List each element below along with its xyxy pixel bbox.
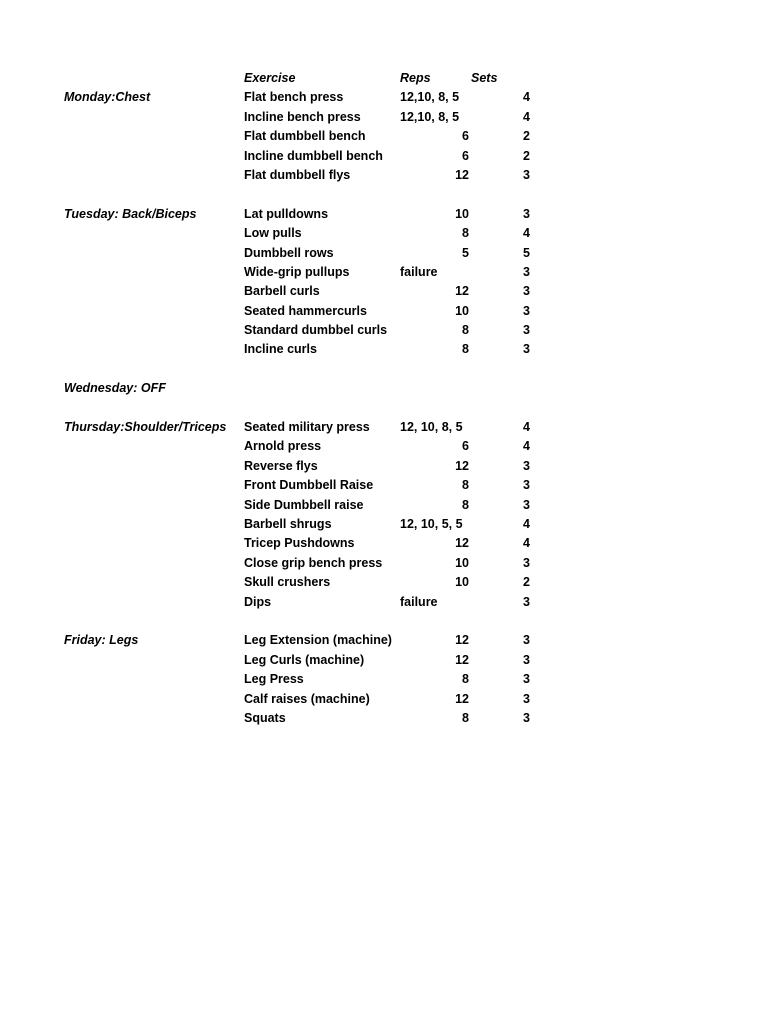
sets-value: 3	[523, 284, 530, 299]
header-row	[0, 69, 768, 88]
table-row	[0, 457, 768, 476]
day-label: Thursday:Shoulder/Triceps	[64, 420, 227, 435]
exercise-name: Tricep Pushdowns	[244, 536, 355, 551]
blank-row	[0, 399, 768, 418]
reps-value: 12	[455, 284, 469, 299]
table-row	[0, 282, 768, 301]
exercise-name: Seated military press	[244, 420, 370, 435]
sets-value: 2	[523, 148, 530, 163]
exercise-name: Leg Press	[244, 672, 304, 687]
table-row	[0, 651, 768, 670]
reps-value: 8	[462, 226, 469, 241]
reps-value: 12	[455, 691, 469, 706]
table-row	[0, 476, 768, 495]
blank-row	[0, 185, 768, 204]
schedule-body	[0, 88, 768, 728]
exercise-name: Close grip bench press	[244, 555, 383, 570]
table-row	[0, 534, 768, 553]
sets-column-header: Sets	[471, 71, 498, 85]
exercise-name: Flat dumbbell flys	[244, 167, 351, 182]
reps-value: 6	[462, 129, 469, 144]
reps-value: 12	[455, 652, 469, 667]
reps-value: 12, 10, 8, 5	[400, 420, 463, 435]
table-row	[0, 690, 768, 709]
exercise-name: Wide-grip pullups	[244, 264, 350, 279]
reps-value: failure	[400, 264, 438, 279]
blank-row	[0, 612, 768, 631]
table-row	[0, 709, 768, 728]
sets-value: 5	[523, 245, 530, 260]
sets-value: 4	[523, 109, 530, 124]
sets-value: 3	[523, 167, 530, 182]
reps-value: 12,10, 8, 5	[400, 109, 460, 124]
day-label: Friday: Legs	[64, 633, 139, 648]
table-row	[0, 205, 768, 224]
exercise-name: Incline dumbbell bench	[244, 148, 383, 163]
table-row	[0, 147, 768, 166]
reps-value: failure	[400, 594, 438, 609]
day-label: Monday:Chest	[64, 90, 151, 105]
table-row	[0, 573, 768, 592]
exercise-name: Leg Curls (machine)	[244, 652, 365, 667]
sets-value: 4	[523, 420, 530, 435]
table-row	[0, 302, 768, 321]
table-row	[0, 379, 768, 398]
table-row	[0, 554, 768, 573]
sets-value: 3	[523, 342, 530, 357]
table-row	[0, 263, 768, 282]
day-label: Wednesday: OFF	[64, 381, 166, 396]
sets-value: 3	[523, 458, 530, 473]
sets-value: 3	[523, 594, 530, 609]
sets-value: 3	[523, 555, 530, 570]
exercise-name: Incline bench press	[244, 109, 361, 124]
exercise-name: Lat pulldowns	[244, 206, 329, 221]
table-row	[0, 437, 768, 456]
reps-value: 6	[462, 439, 469, 454]
sets-value: 2	[523, 129, 530, 144]
exercise-name: Skull crushers	[244, 575, 331, 590]
sets-value: 3	[523, 323, 530, 338]
reps-value: 8	[462, 478, 469, 493]
exercise-name: Flat dumbbell bench	[244, 129, 366, 144]
sets-value: 4	[523, 516, 530, 531]
reps-value: 12	[455, 633, 469, 648]
exercise-name: Dips	[244, 594, 272, 609]
exercise-name: Low pulls	[244, 226, 302, 241]
table-row	[0, 670, 768, 689]
table-row	[0, 108, 768, 127]
reps-column-header: Reps	[400, 71, 431, 85]
table-row	[0, 244, 768, 263]
sets-value: 3	[523, 478, 530, 493]
reps-value: 8	[462, 672, 469, 687]
reps-value: 8	[462, 342, 469, 357]
table-row	[0, 340, 768, 359]
reps-value: 12, 10, 5, 5	[400, 516, 463, 531]
table-row	[0, 88, 768, 107]
sets-value: 4	[523, 439, 530, 454]
reps-value: 10	[455, 303, 469, 318]
reps-value: 5	[462, 245, 469, 260]
sets-value: 4	[523, 536, 530, 551]
exercise-name: Leg Extension (machine)	[244, 633, 392, 648]
table-row	[0, 496, 768, 515]
sets-value: 3	[523, 264, 530, 279]
workout-sheet	[0, 69, 768, 728]
day-label: Tuesday: Back/Biceps	[64, 206, 197, 221]
table-row	[0, 321, 768, 340]
exercise-name: Reverse flys	[244, 458, 318, 473]
sets-value: 3	[523, 672, 530, 687]
table-row	[0, 224, 768, 243]
sets-value: 3	[523, 633, 530, 648]
sets-value: 3	[523, 691, 530, 706]
reps-value: 10	[455, 555, 469, 570]
reps-value: 8	[462, 710, 469, 725]
exercise-name: Calf raises (machine)	[244, 691, 370, 706]
table-row	[0, 127, 768, 146]
reps-value: 6	[462, 148, 469, 163]
sets-value: 2	[523, 575, 530, 590]
blank-row	[0, 360, 768, 379]
sets-value: 3	[523, 710, 530, 725]
exercise-name: Front Dumbbell Raise	[244, 478, 374, 493]
exercise-name: Dumbbell rows	[244, 245, 334, 260]
table-row	[0, 631, 768, 650]
table-row	[0, 166, 768, 185]
exercise-column-header: Exercise	[244, 71, 296, 85]
exercise-name: Side Dumbbell raise	[244, 497, 364, 512]
reps-value: 12	[455, 536, 469, 551]
reps-value: 12	[455, 458, 469, 473]
reps-value: 12,10, 8, 5	[400, 90, 460, 105]
reps-value: 10	[455, 206, 469, 221]
sets-value: 3	[523, 206, 530, 221]
exercise-name: Incline curls	[244, 342, 317, 357]
exercise-name: Barbell shrugs	[244, 516, 332, 531]
reps-value: 8	[462, 497, 469, 512]
reps-value: 10	[455, 575, 469, 590]
sets-value: 4	[523, 90, 530, 105]
sets-value: 4	[523, 226, 530, 241]
table-row	[0, 418, 768, 437]
sets-value: 3	[523, 303, 530, 318]
table-row	[0, 515, 768, 534]
reps-value: 8	[462, 323, 469, 338]
exercise-name: Arnold press	[244, 439, 322, 454]
exercise-name: Barbell curls	[244, 284, 320, 299]
sets-value: 3	[523, 497, 530, 512]
exercise-name: Seated hammercurls	[244, 303, 367, 318]
exercise-name: Squats	[244, 710, 286, 725]
sets-value: 3	[523, 652, 530, 667]
reps-value: 12	[455, 167, 469, 182]
exercise-name: Standard dumbbel curls	[244, 323, 388, 338]
table-row	[0, 593, 768, 612]
exercise-name: Flat bench press	[244, 90, 344, 105]
